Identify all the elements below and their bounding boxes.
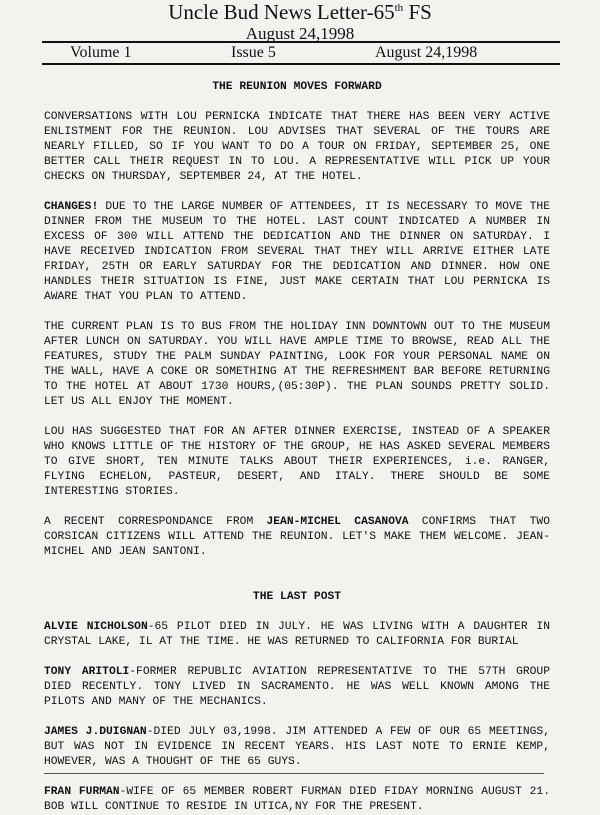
obituary-name: ALVIE NICHOLSON xyxy=(44,621,148,633)
newsletter-title xyxy=(0,0,600,24)
paragraph: THE CURRENT PLAN IS TO BUS FROM THE HOLIDAY INN DOWNTOWN OUT TO THE MUSEUM AFTER LUNCH ON SATURDAY. YOU WILL HAVE AMPLE TIME TO BROWSE, READ ALL THE FEATURES, STUDY THE PALM SUNDAY PAINTING, LOOK FOR YOUR PERSONAL NAME ON THE WALL, HAVE A COKE OR SOMETHING AT THE REFRESHMENT BAR BEFORE RETURNING TO THE HOTEL AT ABOUT 1730 HOURS,(05:30P). THE PLAN SOUNDS PRETTY SOLID. LET US ALL ENJOY THE MOMENT. xyxy=(44,321,550,408)
paragraph xyxy=(44,200,550,305)
masthead-date: August 24,1998 xyxy=(245,24,355,43)
correspondence-pre: A RECENT CORRESPONDANCE FROM xyxy=(44,516,267,528)
correspondent-name: JEAN-MICHEL CASANOVA xyxy=(266,516,409,528)
issue-date: August 24,1998 xyxy=(375,44,478,61)
changes-lead: CHANGES! xyxy=(44,201,99,213)
obituary-text: -65 PILOT DIED IN JULY. HE WAS LIVING WITH A DAUGHTER IN CRYSTAL LAKE, IL AT THE TIME. HE WAS RETURNED TO CALIFORNIA FOR BURIAL xyxy=(44,621,550,648)
volume-label: Volume 1 xyxy=(70,44,132,61)
obituary-entry xyxy=(44,725,550,770)
paragraph xyxy=(44,515,550,560)
masthead xyxy=(0,0,600,43)
obituary-text: -WIFE OF 65 MEMBER ROBERT FURMAN DIED FIDAY MORNING AUGUST 21. BOB WILL CONTINUE TO RESIDE IN UTICA,NY FOR THE PRESENT. xyxy=(44,786,550,813)
issue-bar xyxy=(42,41,560,65)
obituary-name: FRAN FURMAN xyxy=(44,786,120,798)
title-main: Uncle Bud News Letter-65 xyxy=(168,0,395,24)
issue-label: Issue 5 xyxy=(231,44,276,61)
correspondence-post: CONFIRMS THAT TWO CORSICAN CITIZENS WILL ATTEND THE REUNION. LET'S MAKE THEM WELCOME. JEAN-MICHEL AND JEAN SANTONI. xyxy=(44,516,550,558)
changes-body: DUE TO THE LARGE NUMBER OF ATTENDEES, IT IS NECESSARY TO MOVE THE DINNER FROM THE MUSEUM TO THE HOTEL. LAST COUNT INDICATED A NUMBER IN EXCESS OF 300 WILL ATTEND THE DEDICATION AND THE DINNER ON SATURDAY. I HAVE RECEIVED INDICATION FROM SEVERAL THAT THEY WILL ARRIVE EITHER LATE FRIDAY, 25TH OR EARLY SATURDAY FOR THE DEDICATION AND DINNER. HOW ONE HANDLES THEIR SITUATION IS FINE, JUST MAKE CERTAIN THAT LOU PERNICKA IS AWARE THAT YOU PLAN TO ATTEND. xyxy=(44,201,550,303)
obituary-name: TONY ARITOLI xyxy=(44,666,130,678)
paragraph: LOU HAS SUGGESTED THAT FOR AN AFTER DINNER EXERCISE, INSTEAD OF A SPEAKER WHO KNOWS LITTLE OF THE HISTORY OF THE GROUP, HE HAS ASKED SEVERAL MEMBERS TO GIVE SHORT, TEN MINUTE TALKS ABOUT THEIR EXPERIENCES, i.e. RANGER, FLYING ECHELON, PASTEUR, DESERT, AND ITALY. THERE SHOULD BE SOME INTERESTING STORIES. xyxy=(44,426,550,498)
paragraph: CONVERSATIONS WITH LOU PERNICKA INDICATE THAT THERE HAS BEEN VERY ACTIVE ENLISTMENT FOR THE REUNION. LOU ADVISES THAT SEVERAL OF THE TOURS ARE NEARLY FILLED, SO IF YOU WANT TO DO A TOUR ON FRIDAY, SEPTEMBER 25, ONE BETTER CALL THEIR REQUEST IN TO LOU. A REPRESENTATIVE WILL PICK UP YOUR CHECKS ON THURSDAY, SEPTEMBER 24, AT THE HOTEL. xyxy=(44,111,550,183)
obituary-name: JAMES J.DUIGNAN xyxy=(44,726,147,738)
obituary-entry xyxy=(44,620,550,650)
title-tail: FS xyxy=(403,0,432,24)
obituary-entry xyxy=(44,665,550,710)
obituary-text: -DIED JULY 03,1998. JIM ATTENDED A FEW OF OUR 65 MEETINGS, BUT WAS NOT IN EVIDENCE IN RECENT YEARS. HIS LAST NOTE TO ERNIE KEMP, HOWEVER, WAS A THOUGHT OF THE 65 GUYS. xyxy=(44,726,550,768)
article-body xyxy=(44,80,550,815)
section-title-reunion: THE REUNION MOVES FORWARD xyxy=(212,81,382,93)
title-superscript: th xyxy=(394,2,404,14)
obituary-text: -FORMER REPUBLIC AVIATION REPRESENTATIVE TO THE 57TH GROUP DIED RECENTLY. TONY LIVED IN SACRAMENTO. HE WAS WELL KNOWN AMONG THE PILOTS AND MANY OF THE MECHANICS. xyxy=(44,666,550,708)
section-title-last-post: THE LAST POST xyxy=(252,591,342,603)
bottom-rule xyxy=(44,773,544,774)
obituary-entry xyxy=(44,785,550,815)
